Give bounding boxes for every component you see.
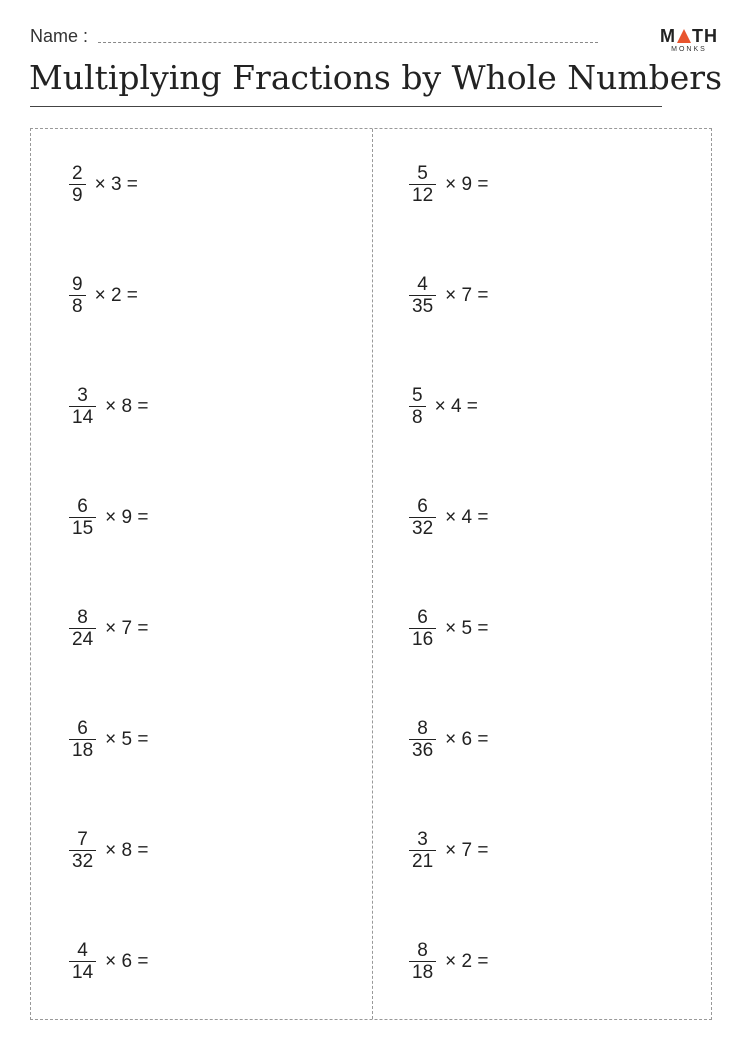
multiplier-expression: × 8 = [105,840,149,861]
denominator: 15 [69,517,96,539]
name-write-line[interactable] [98,42,598,43]
problem-box [30,128,712,1020]
multiplier-expression: × 9 = [445,174,489,195]
fraction [409,164,436,206]
problem-right-3 [409,386,478,428]
denominator: 18 [409,961,436,983]
logo-letter-m: M [660,26,676,46]
denominator: 35 [409,295,436,317]
denominator: 32 [69,850,96,872]
problem-left-1 [69,164,138,206]
denominator: 12 [409,184,436,206]
denominator: 14 [69,961,96,983]
denominator: 18 [69,739,96,761]
multiplier-expression: × 6 = [445,729,489,750]
multiplier-expression: × 7 = [105,618,149,639]
fraction [69,830,96,872]
logo-letters-th: TH [692,26,718,46]
page-title: Multiplying Fractions by Whole Numbers [29,58,722,97]
denominator: 9 [69,184,86,206]
numerator: 6 [417,607,428,628]
multiplier-expression: × 5 = [445,618,489,639]
denominator: 32 [409,517,436,539]
fraction [409,608,436,650]
multiplier-expression: × 7 = [445,840,489,861]
denominator: 8 [409,406,426,428]
problem-right-1 [409,164,488,206]
multiplier-expression: × 2 = [445,951,489,972]
fraction [409,830,436,872]
name-label: Name : [30,26,89,46]
multiplier-expression: × 4 = [434,396,478,417]
multiplier-expression: × 9 = [105,507,149,528]
problem-left-7 [69,830,148,872]
numerator: 4 [417,274,428,295]
title-underline [30,106,662,107]
problem-right-5 [409,608,488,650]
numerator: 8 [417,718,428,739]
fraction [69,497,96,539]
problem-left-3 [69,386,148,428]
fraction [69,164,86,206]
problem-right-4 [409,497,488,539]
numerator: 6 [77,496,88,517]
multiplier-expression: × 4 = [445,507,489,528]
problem-left-2 [69,275,138,317]
triangle-icon [677,29,691,43]
multiplier-expression: × 2 = [94,285,138,306]
multiplier-expression: × 8 = [105,396,149,417]
fraction [69,608,96,650]
problem-right-7 [409,830,488,872]
denominator: 8 [69,295,86,317]
fraction [69,719,96,761]
multiplier-expression: × 3 = [94,174,138,195]
numerator: 9 [72,274,83,295]
fraction [69,941,96,983]
problem-left-6 [69,719,148,761]
column-divider [372,129,373,1019]
name-field-row [30,26,598,47]
logo-subtitle: MONKS [671,46,707,53]
math-monks-logo [654,27,724,53]
problem-right-6 [409,719,488,761]
fraction [69,386,96,428]
problem-right-2 [409,275,488,317]
numerator: 4 [77,940,88,961]
denominator: 21 [409,850,436,872]
numerator: 8 [77,607,88,628]
problem-left-5 [69,608,148,650]
numerator: 7 [77,829,88,850]
problem-left-4 [69,497,148,539]
numerator: 8 [417,940,428,961]
numerator: 5 [417,163,428,184]
numerator: 5 [412,385,423,406]
fraction [409,497,436,539]
fraction [409,719,436,761]
numerator: 6 [417,496,428,517]
fraction [409,941,436,983]
fraction [69,275,86,317]
denominator: 24 [69,628,96,650]
multiplier-expression: × 7 = [445,285,489,306]
denominator: 36 [409,739,436,761]
problem-left-8 [69,941,148,983]
logo-wordmark [654,27,724,45]
denominator: 16 [409,628,436,650]
numerator: 2 [72,163,83,184]
problem-right-8 [409,941,488,983]
denominator: 14 [69,406,96,428]
numerator: 3 [77,385,88,406]
multiplier-expression: × 6 = [105,951,149,972]
fraction [409,275,436,317]
numerator: 3 [417,829,428,850]
fraction [409,386,426,428]
multiplier-expression: × 5 = [105,729,149,750]
numerator: 6 [77,718,88,739]
